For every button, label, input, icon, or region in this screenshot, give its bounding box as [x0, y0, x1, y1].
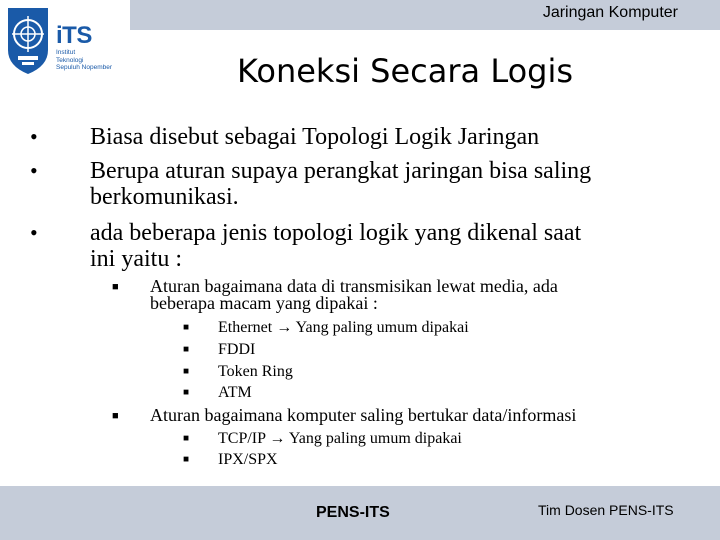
bullet-dot: • — [30, 158, 38, 183]
sub-bullet-text-1: Aturan bagaimana data di transmisikan lewat media, ada beberapa macam yang dipakai : — [150, 276, 558, 313]
sub-bullet-square: ■ — [112, 410, 119, 422]
item-square: ■ — [183, 322, 190, 333]
item-fddi: FDDI — [218, 341, 256, 358]
bullet-dot: • — [30, 124, 38, 149]
item-ipxspx: IPX/SPX — [218, 451, 278, 468]
logo-subtitle: Institut Teknologi Sepuluh Nopember — [56, 49, 113, 71]
logo-brand-text: iTS — [56, 22, 92, 49]
item-square: ■ — [183, 366, 190, 377]
footer-right-text: Tim Dosen PENS-ITS — [538, 502, 674, 518]
item-square: ■ — [183, 387, 190, 398]
sub-bullet-square: ■ — [112, 281, 119, 293]
item-token-ring: Token Ring — [218, 363, 293, 380]
bullet-text-3: ada beberapa jenis topologi logik yang dikenal saat ini yaitu : — [90, 220, 582, 272]
item-ethernet: Ethernet → Yang paling umum dipakai — [218, 319, 469, 336]
item-tcpip: TCP/IP → Yang paling umum dipakai — [218, 430, 462, 447]
bullet-text-1: Biasa disebut sebagai Topologi Logik Jaringan — [90, 124, 540, 150]
item-square: ■ — [183, 454, 190, 465]
header-title: Jaringan Komputer — [542, 4, 678, 21]
item-square: ■ — [183, 433, 190, 444]
item-atm: ATM — [218, 384, 252, 401]
bullet-text-2: Berupa aturan supaya perangkat jaringan bisa saling berkomunikasi. — [90, 158, 592, 210]
item-square: ■ — [183, 344, 190, 355]
slide-title: Koneksi Secara Logis — [236, 52, 574, 90]
sub-bullet-text-2: Aturan bagaimana komputer saling bertukar data/informasi — [150, 405, 577, 425]
bullet-dot: • — [30, 220, 38, 245]
footer-left-text: PENS-ITS — [316, 504, 390, 521]
header-bar — [130, 0, 720, 30]
